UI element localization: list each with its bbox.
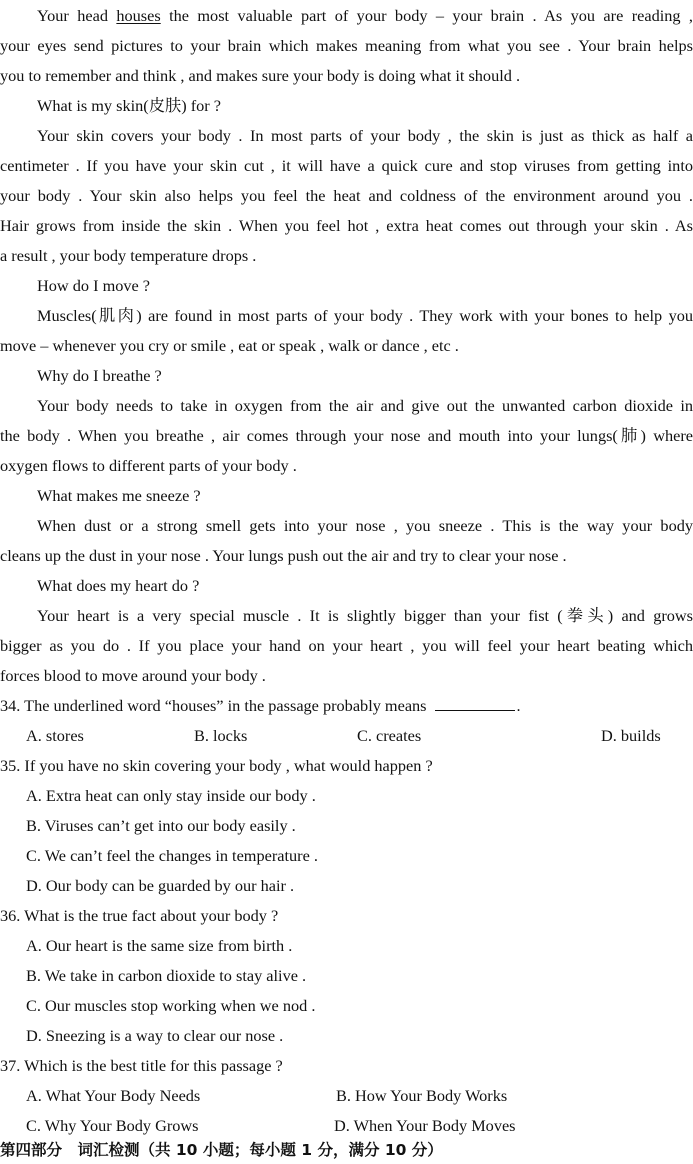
section-question-skin: What is my skin(皮肤) for ?: [37, 96, 222, 115]
underlined-word: houses: [116, 6, 161, 25]
option-d: D. When Your Body Moves: [334, 1116, 516, 1135]
option-b: B. How Your Body Works: [336, 1086, 508, 1105]
option-a: A. What Your Body Needs: [26, 1086, 201, 1105]
passage-line: centimeter . If you have your skin cut , it will have a quick cure and stop viruses from getting into: [0, 156, 693, 175]
passage-line: your body . Your skin also helps you feel the heat and coldness of the environment around you .: [0, 186, 693, 205]
question-35-stem: 35. If you have no skin covering your body , what would happen ?: [0, 756, 433, 775]
option-c: C. creates: [357, 726, 422, 745]
section-question-heart: What does my heart do ?: [37, 576, 200, 595]
passage-line: oxygen flows to different parts of your body .: [0, 456, 297, 475]
option-d: D. Our body can be guarded by our hair .: [26, 876, 295, 895]
passage-line: Your heart is a very special muscle . It is slightly bigger than your fist (拳头) and grows: [37, 606, 693, 625]
option-a: A. stores: [26, 726, 84, 745]
passage-line: Muscles(肌肉) are found in most parts of your body . They work with your bones to help you: [37, 306, 693, 325]
passage-line: your eyes send pictures to your brain which makes meaning from what you see . Your brain helps: [0, 36, 693, 55]
section-4-heading: 第四部分 词汇检测（共 10 小题；每小题 1 分，满分 10 分）: [0, 1141, 443, 1159]
passage-line: Your body needs to take in oxygen from the air and give out the unwanted carbon dioxide in: [37, 396, 693, 415]
passage-line: the body . When you breathe , air comes through your nose and mouth into your lungs(肺) where: [0, 426, 693, 445]
section-question-breathe: Why do I breathe ?: [37, 366, 162, 385]
option-c: C. Our muscles stop working when we nod .: [26, 996, 316, 1015]
option-c: C. Why Your Body Grows: [26, 1116, 199, 1135]
passage-line: forces blood to move around your body .: [0, 666, 266, 685]
question-34-stem: [0, 691, 693, 721]
question-text: .: [516, 696, 521, 715]
passage-line: Hair grows from inside the skin . When you feel hot , extra heat comes out through your skin . As: [0, 216, 693, 235]
passage-line: [37, 1, 693, 31]
passage-line: you to remember and think , and makes sure your body is doing what it should .: [0, 66, 521, 85]
passage-line: Your skin covers your body . In most parts of your body , the skin is just as thick as half a: [37, 126, 693, 145]
option-a: A. Our heart is the same size from birth .: [26, 936, 293, 955]
option-a: A. Extra heat can only stay inside our body .: [26, 786, 316, 805]
passage-line: cleans up the dust in your nose . Your lungs push out the air and try to clear your nose .: [0, 546, 567, 565]
question-34-options: [0, 721, 693, 751]
passage-text: Your head: [37, 6, 117, 25]
passage-line: move – whenever you cry or smile , eat or speak , walk or dance , etc .: [0, 336, 459, 355]
option-d: D. Sneezing is a way to clear our nose .: [26, 1026, 284, 1045]
question-37-stem: 37. Which is the best title for this passage ?: [0, 1056, 283, 1075]
question-37-options-row1: [0, 1081, 693, 1111]
section-question-move: How do I move ?: [37, 276, 151, 295]
passage-text: the most valuable part of your body – your brain . As you are reading ,: [160, 6, 693, 25]
passage-line: bigger as you do . If you place your hand on your heart , you will feel your heart beating which: [0, 636, 693, 655]
option-b: B. We take in carbon dioxide to stay alive .: [26, 966, 307, 985]
answer-blank: [435, 694, 515, 711]
passage-line: a result , your body temperature drops .: [0, 246, 257, 265]
section-question-sneeze: What makes me sneeze ?: [37, 486, 201, 505]
option-b: B. Viruses can’t get into our body easily .: [26, 816, 296, 835]
option-d: D. builds: [601, 726, 661, 745]
question-36-stem: 36. What is the true fact about your body ?: [0, 906, 279, 925]
option-b: B. locks: [194, 726, 248, 745]
option-c: C. We can’t feel the changes in temperature .: [26, 846, 318, 865]
passage-line: When dust or a strong smell gets into your nose , you sneeze . This is the way your body: [37, 516, 693, 535]
question-text: 34. The underlined word “houses” in the passage probably means: [0, 696, 427, 715]
